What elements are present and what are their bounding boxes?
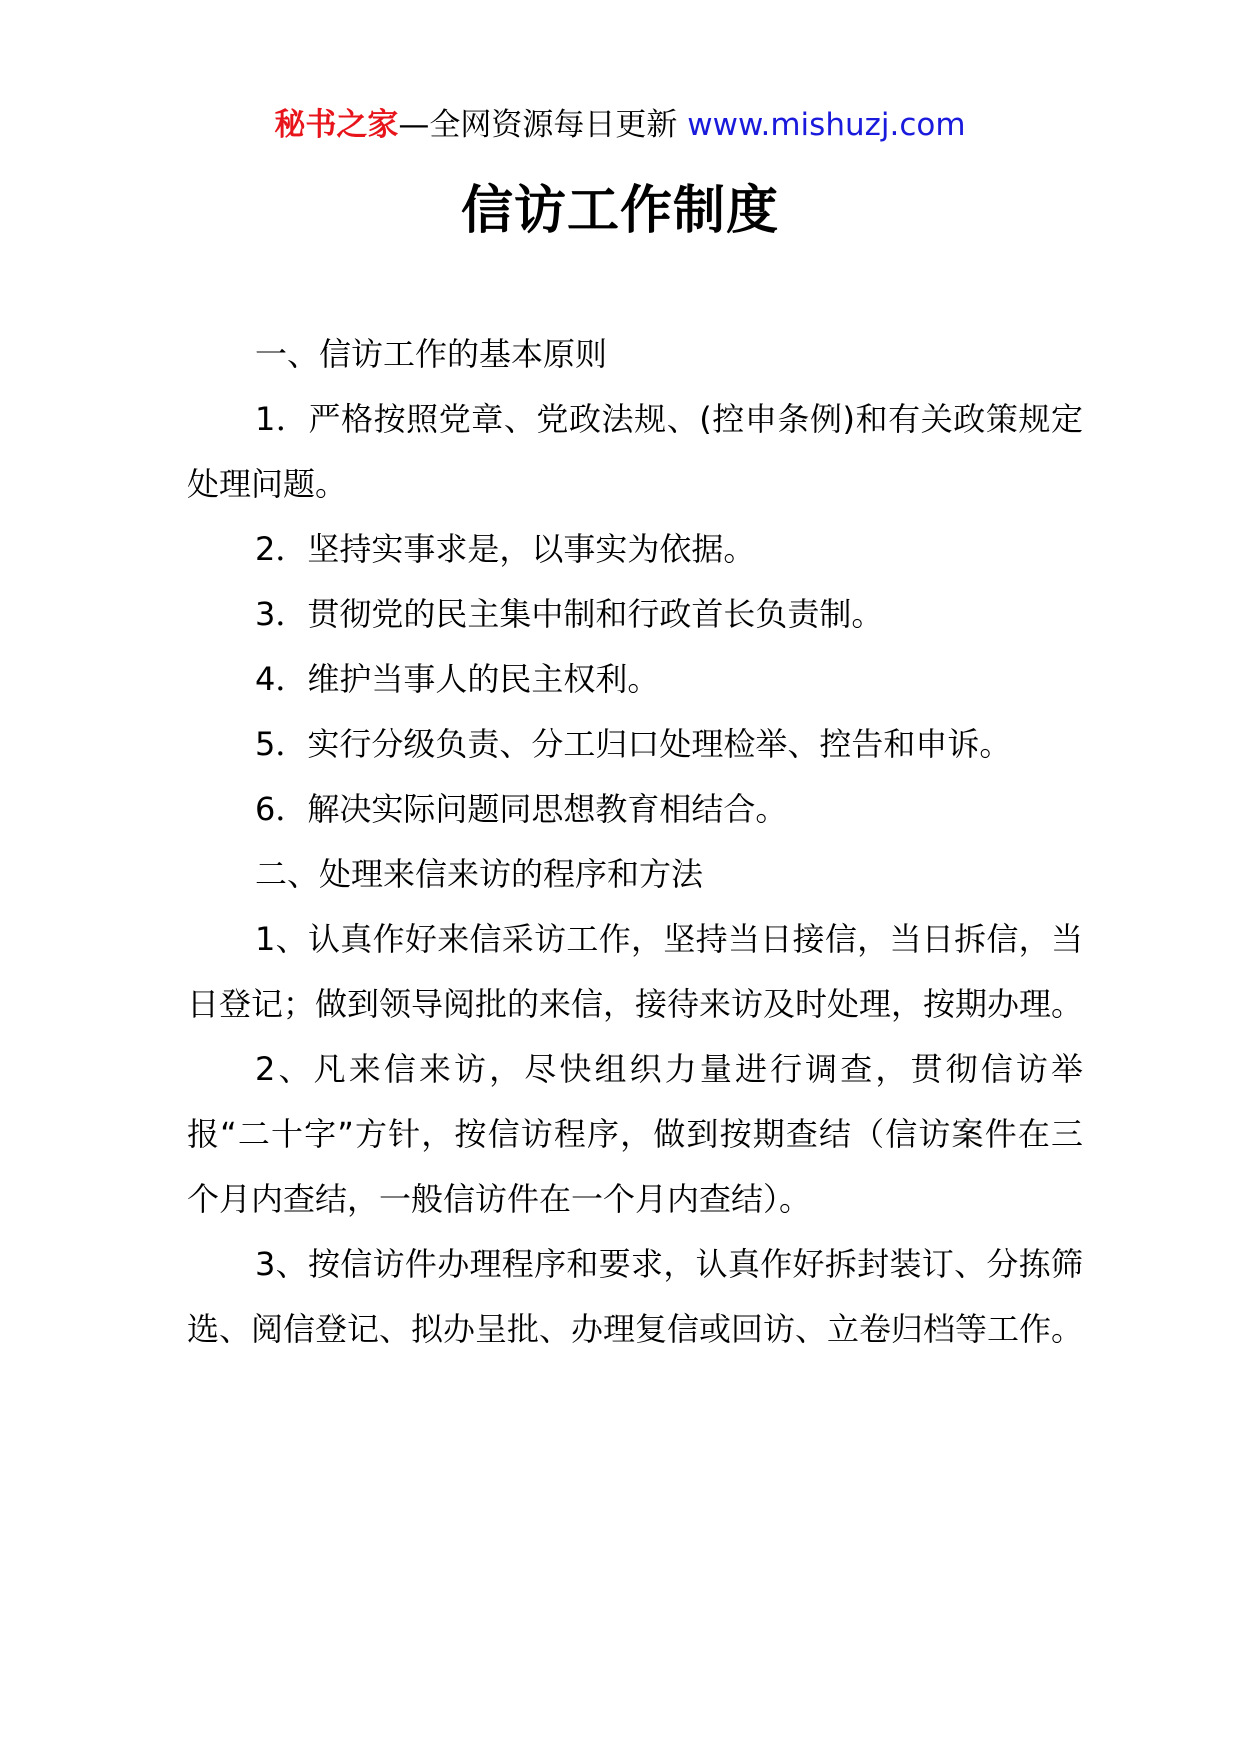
section-heading-2: 二、处理来信来访的程序和方法 xyxy=(255,855,704,893)
section-heading-1: 一、信访工作的基本原则 xyxy=(255,335,608,373)
principle-item-5: 5．实行分级负责、分工归口处理检举、控告和申诉。 xyxy=(255,725,1012,763)
document-body xyxy=(187,322,1083,1362)
principle-item-1: 1．严格按照党章、党政法规、(控申条例)和有关政策规定处理问题。 xyxy=(187,400,1083,503)
procedure-item-2: 2、凡来信来访，尽快组织力量进行调查，贯彻信访举报“二十字”方针，按信访程序，做到按期查结（信访案件在三个月内查结，一般信访件在一个月内查结）。 xyxy=(187,1050,1083,1218)
site-url-link[interactable]: www.mishuzj.com xyxy=(687,107,966,143)
procedure-item-1: 1、认真作好来信采访工作，坚持当日接信，当日拆信，当日登记；做到领导阅批的来信，接待来访及时处理，按期办理。 xyxy=(187,920,1084,1023)
principle-item-2: 2．坚持实事求是，以事实为依据。 xyxy=(255,530,756,568)
principle-item-3: 3．贯彻党的民主集中制和行政首长负责制。 xyxy=(255,595,884,633)
document-title: 信访工作制度 xyxy=(460,181,779,241)
header-tagline: —全网资源每日更新 xyxy=(398,107,678,143)
site-header xyxy=(0,100,1240,150)
principle-item-4: 4．维护当事人的民主权利。 xyxy=(255,660,660,698)
principle-item-6: 6．解决实际问题同思想教育相结合。 xyxy=(255,790,788,828)
brand-name: 秘书之家 xyxy=(274,107,399,143)
procedure-item-3: 3、按信访件办理程序和要求，认真作好拆封装订、分拣筛选、阅信登记、拟办呈批、办理复信或回访、立卷归档等工作。 xyxy=(187,1245,1084,1348)
